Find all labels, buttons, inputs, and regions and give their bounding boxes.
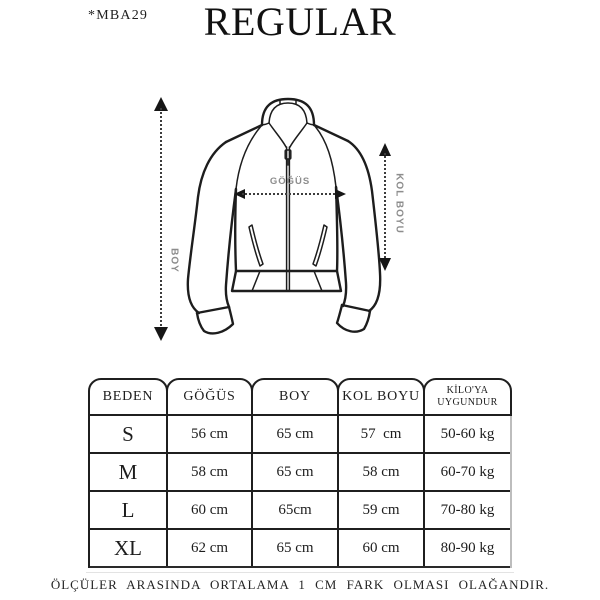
- chest-measure-arrow: [234, 177, 346, 199]
- size-cell: S: [90, 416, 168, 452]
- chest-cell: 56 cm: [168, 416, 253, 452]
- weight-cell: 60-70 kg: [440, 463, 495, 480]
- table-row-s: [90, 416, 510, 454]
- header-gogus: GÖĞÜS: [166, 378, 253, 416]
- arm-measure-arrow: [372, 143, 412, 271]
- size-cell: XL: [90, 530, 168, 566]
- size-table-header: [88, 378, 512, 416]
- arm-cell: 57 cm: [339, 416, 425, 452]
- size-cell: M: [90, 454, 168, 490]
- arm-cell: 60 cm: [339, 530, 425, 566]
- arm-label: KOL BOYU: [393, 173, 405, 234]
- header-beden: BEDEN: [88, 378, 168, 416]
- arrow-right-icon: [335, 189, 346, 199]
- chest-cell: 58 cm: [168, 454, 253, 490]
- table-row-m: [90, 454, 510, 492]
- dotted-line: [160, 108, 162, 330]
- length-cell: 65 cm: [253, 530, 339, 566]
- header-kol-boyu: KOL BOYU: [337, 378, 425, 416]
- length-cell: 65 cm: [253, 416, 339, 452]
- chest-cell: 62 cm: [168, 530, 253, 566]
- arrow-down-icon: [154, 327, 168, 341]
- size-table: [88, 378, 512, 568]
- weight-cell: 80-90 kg: [440, 539, 495, 556]
- arrow-down-icon: [379, 258, 391, 271]
- length-label: BOY: [168, 248, 180, 273]
- page-title: REGULAR: [203, 0, 397, 44]
- footer-note: ÖLÇÜLER ARASINDA ORTALAMA 1 CM FARK OLMASI OLAĞANDIR.: [50, 577, 550, 592]
- header-kiloya-uygundur: KİLO'YA UYGUNDUR: [423, 378, 512, 416]
- table-row-xl: [90, 530, 510, 568]
- weight-cell: 70-80 kg: [440, 501, 495, 518]
- dotted-line: [384, 153, 386, 261]
- dotted-line: [242, 193, 338, 195]
- jacket-sketch: [180, 95, 396, 340]
- length-cell: 65cm: [253, 492, 339, 528]
- weight-cell: 50-60 kg: [440, 425, 495, 442]
- arm-cell: 59 cm: [339, 492, 425, 528]
- divider: [86, 572, 514, 573]
- arm-cell: 58 cm: [339, 454, 425, 490]
- chest-cell: 60 cm: [168, 492, 253, 528]
- product-code: *MBA29: [88, 8, 149, 23]
- length-cell: 65 cm: [253, 454, 339, 490]
- table-row-l: [90, 492, 510, 530]
- length-measure-arrow: [150, 97, 186, 341]
- size-table-body: [88, 416, 512, 568]
- size-cell: L: [90, 492, 168, 528]
- header-boy: BOY: [251, 378, 339, 416]
- chest-label: GÖĞÜS: [269, 176, 311, 187]
